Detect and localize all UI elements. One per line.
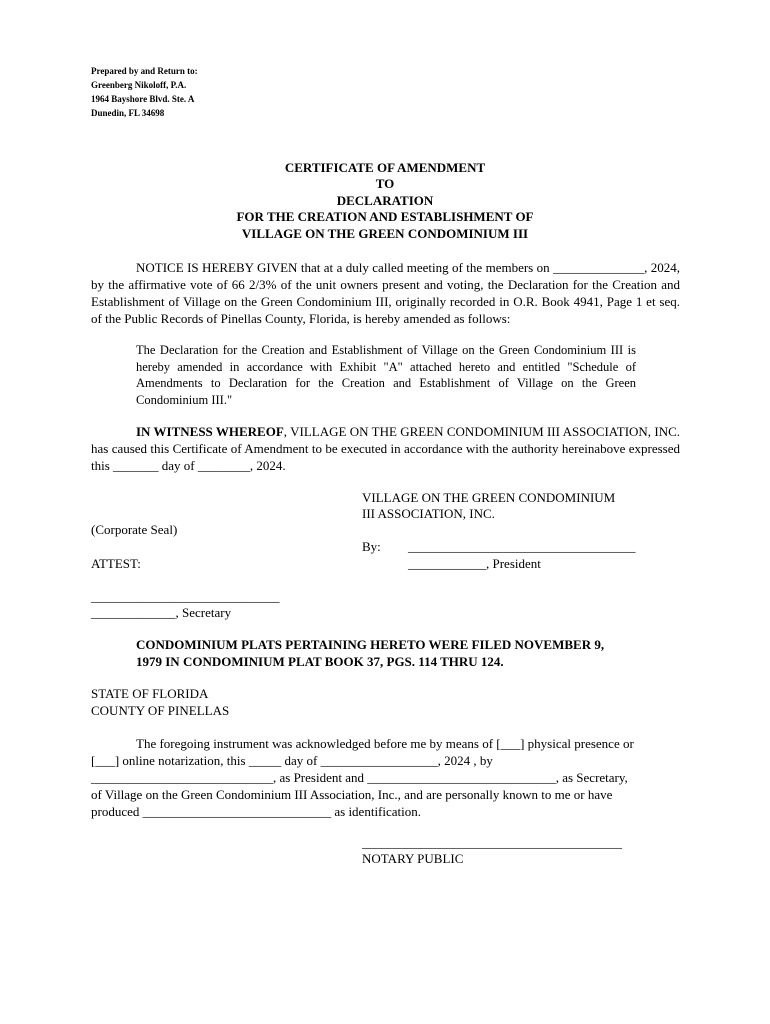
witness-lead: IN WITNESS WHEREOF [136,424,284,439]
by-label: By: [362,539,381,554]
title-line-1: CERTIFICATE OF AMENDMENT [284,160,486,175]
amendment-paragraph: The Declaration for the Creation and Establishment of Village on the Green Condominium III is hereby amended in accordance with Exhibit "A" attached hereto and entitled "Schedule of Amendments to Declaration for the Creation and Establishment of Village on the Green Condominium III." [136,343,636,407]
acknowledgment-line-2: [___] online notarization, this _____ day of __________________, 2024 , by [91,753,493,768]
secretary-name-line: _____________, Secretary [91,605,232,620]
county-label: COUNTY OF PINELLAS [91,703,230,718]
preparer-firm: Greenberg Nikoloff, P.A. [91,80,187,90]
title-line-5: VILLAGE ON THE GREEN CONDOMINIUM III [241,225,529,241]
witness-paragraph [91,423,680,474]
title-line-2: TO [375,176,395,192]
acknowledgment-paragraph [91,735,680,820]
association-name-line-2: III ASSOCIATION, INC. [362,506,495,521]
acknowledgment-line-4: of Village on the Green Condominium III Association, Inc., and are personally known to me or have [91,787,613,802]
acknowledgment-line-1: The foregoing instrument was acknowledged before me by means of [___] physical presence or [136,736,634,751]
witness-text: , VILLAGE ON THE GREEN CONDOMINIUM III ASSOCIATION, INC. has caused this Certificate of Amendment to be executed in accordance with the authority hereinabove expressed this _______ day of ________, 2024. [91,424,681,473]
preparer-street: 1964 Bayshore Blvd. Ste. A [91,94,195,104]
title-line-3: DECLARATION [336,192,434,208]
plats-line-1: CONDOMINIUM PLATS PERTAINING HERETO WERE FILED NOVEMBER 9, [136,637,605,652]
prepared-by-block [91,64,198,120]
prepared-by-label: Prepared by and Return to: [91,66,198,76]
association-name-line-1: VILLAGE ON THE GREEN CONDOMINIUM [362,490,616,505]
president-name-line: ____________, President [408,556,541,571]
preparer-city: Dunedin, FL 34698 [91,108,165,118]
notary-signature-line: ________________________________________ [362,835,622,850]
plats-notice [136,636,656,670]
secretary-signature-line: _____________________________ [91,589,280,604]
title-line-4: FOR THE CREATION AND ESTABLISHMENT OF [236,209,534,225]
document-title [0,160,770,242]
acknowledgment-line-5: produced _____________________________ as identification. [91,804,422,819]
plats-line-2: 1979 IN CONDOMINIUM PLAT BOOK 37, PGS. 114 THRU 124. [136,654,504,669]
president-signature-line: ___________________________________ [408,539,636,554]
state-label: STATE OF FLORIDA [91,686,209,701]
corporate-seal-label: (Corporate Seal) [91,522,178,537]
notary-public-label: NOTARY PUBLIC [362,851,464,866]
acknowledgment-line-3: ____________________________, as President and _____________________________, as Secretary, [91,770,628,785]
notice-paragraph: NOTICE IS HEREBY GIVEN that at a duly called meeting of the members on ______________, 2024, by the affirmative vote of 66 2/3% of the unit owners present and voting, the Declaration for the Creation and Establishment of Village on the Green Condominium III, originally recorded in O.R. Book 4941, Page 1 et seq. of the Public Records of Pinellas County, Florida, is hereby amended as follows: [91,260,680,326]
attest-label: ATTEST: [91,556,141,571]
